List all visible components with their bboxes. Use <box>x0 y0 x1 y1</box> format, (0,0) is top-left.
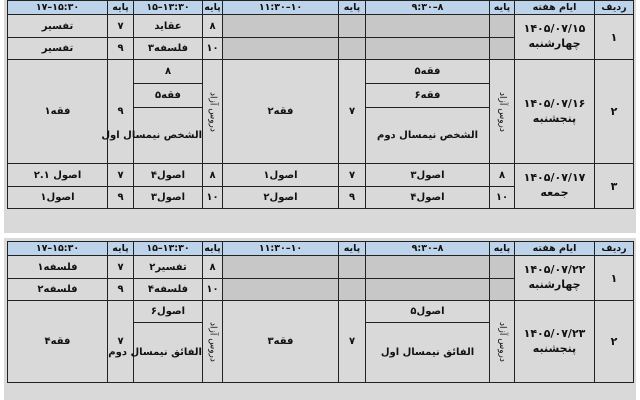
header-grade: پایه <box>339 1 366 15</box>
subject-cell: اصول ۲.۱ <box>8 164 108 187</box>
subject-cell: الشخص نیمسال اول <box>134 108 203 164</box>
table-row <box>8 164 634 187</box>
header-slot-1: ۸–۹:۳۰ <box>366 1 490 15</box>
subject-cell: اصول۱ <box>223 164 339 187</box>
header-slot-3: ۱۳:۳۰–۱۵ <box>134 1 203 15</box>
empty-cell <box>339 38 366 60</box>
table-row <box>8 301 634 323</box>
subject-cell: تفسیر۲ <box>134 256 203 279</box>
empty-cell <box>339 279 366 301</box>
empty-cell <box>223 38 339 60</box>
row-number: ۲ <box>595 301 634 383</box>
grade-cell: ۹ <box>108 279 134 301</box>
header-radif: ردیف <box>595 242 634 256</box>
grade-cell: ۹ <box>108 38 134 60</box>
header-slot-1: ۸–۹:۳۰ <box>366 242 490 256</box>
grade-cell: ۹ <box>108 187 134 209</box>
row-number: ۱ <box>595 256 634 301</box>
date-text: ۱۴۰۵/۰۷/۱۵ <box>523 22 586 36</box>
day-cell <box>515 256 595 301</box>
day-cell <box>515 60 595 164</box>
grade-cell: ۷ <box>339 164 366 187</box>
empty-cell <box>366 256 490 279</box>
empty-cell <box>490 38 515 60</box>
row-number: ۳ <box>595 164 634 209</box>
grade-cell: ۷ <box>108 164 134 187</box>
header-days: ایام هفته <box>515 1 595 15</box>
subject-cell: اصول۴ <box>366 187 490 209</box>
subject-cell: اصول۶ <box>134 301 203 323</box>
subject-cell: فقه۲ <box>223 60 339 164</box>
subject-cell <box>134 60 203 84</box>
grade-cell: ۱۰ <box>203 279 223 301</box>
header-grade: پایه <box>204 2 221 13</box>
header-slot-4: ۱۵:۳۰–۱۷ <box>8 1 108 15</box>
header-grade: پایه <box>490 242 515 256</box>
free-courses-label: دروس آزاد <box>490 60 515 164</box>
grade-cell: ۸ <box>203 164 223 187</box>
date-text: ۱۴۰۵/۰۷/۲۲ <box>523 263 586 277</box>
header-grade: پایه <box>490 1 515 15</box>
subject-cell: اصول۵ <box>366 301 490 323</box>
header-grade: پایه <box>108 1 134 15</box>
subject-cell: فقه۱ <box>8 60 108 164</box>
header-slot-2: ۱۰–۱۱:۳۰ <box>223 242 339 256</box>
empty-cell <box>490 15 515 38</box>
grade-cell: ۱۰ <box>203 38 223 60</box>
weekday-text: جمعه <box>540 186 569 199</box>
subject-cell: الفائق نیمسال دوم <box>134 323 203 383</box>
header-grade: پایه <box>204 243 221 254</box>
header-slot-4: ۱۵:۳۰–۱۷ <box>8 242 108 256</box>
grade-cell: ۱۰ <box>203 187 223 209</box>
day-cell <box>515 301 595 383</box>
header-grade: پایه <box>108 242 134 256</box>
subject-cell: الفائق نیمسال اول <box>366 323 490 383</box>
subject-cell: اصول۱ <box>8 187 108 209</box>
row-number: ۲ <box>595 60 634 164</box>
empty-cell <box>366 15 490 38</box>
free-courses-label: دروس آزاد <box>490 301 515 383</box>
grade-cell: ۷ <box>339 60 366 164</box>
free-courses-label: دروس آزاد <box>203 301 223 383</box>
subject-cell: فلسفه۳ <box>134 38 203 60</box>
grade-cell: ۷ <box>108 15 134 38</box>
table-row <box>8 15 634 38</box>
empty-cell <box>223 279 339 301</box>
empty-cell <box>339 256 366 279</box>
grade-cell: ۹ <box>339 187 366 209</box>
subject-cell: فقه۶ <box>366 84 490 108</box>
grade-cell: ۸ <box>203 15 223 38</box>
subject-cell: تفسیر <box>8 38 108 60</box>
empty-cell <box>490 256 515 279</box>
subject-cell: اصول۳ <box>366 164 490 187</box>
subject-cell: فقه۵ <box>134 84 203 108</box>
empty-cell <box>366 38 490 60</box>
weekday-text: چهارشنبه <box>528 37 581 50</box>
grade-cell: ۷ <box>108 301 134 383</box>
empty-cell <box>339 15 366 38</box>
subject-cell: فلسفه۱ <box>8 256 108 279</box>
subject-cell: اصول۴ <box>134 164 203 187</box>
empty-cell <box>223 15 339 38</box>
table-row <box>8 256 634 279</box>
grade-cell: ۹ <box>108 60 134 164</box>
weekday-text: پنجشنبه <box>532 341 577 355</box>
subject-cell: فقه۳ <box>223 301 339 383</box>
subject-cell: الشخص نیمسال دوم <box>366 108 490 164</box>
header-days: ایام هفته <box>515 242 595 256</box>
grade-inline: ۸ <box>164 66 172 77</box>
grade-cell: ۸ <box>203 256 223 279</box>
header-slot-3: ۱۳:۳۰–۱۵ <box>134 242 203 256</box>
subject-cell: اصول۲ <box>223 187 339 209</box>
header-grade: پایه <box>339 242 366 256</box>
header-radif: ردیف <box>595 1 634 15</box>
grade-cell: ۸ <box>490 164 515 187</box>
schedule-table-1-body <box>7 0 634 209</box>
subject-cell: فقه۵ <box>366 60 490 84</box>
subject-cell: عقاید <box>134 15 203 38</box>
empty-cell <box>223 256 339 279</box>
row-number: ۱ <box>595 15 634 60</box>
schedule-table-2 <box>7 241 634 383</box>
day-cell <box>515 15 595 60</box>
subject-cell: اصول۳ <box>134 187 203 209</box>
empty-cell <box>366 279 490 301</box>
table-row <box>8 60 634 84</box>
date-text: ۱۴۰۵/۰۷/۱۶ <box>523 96 586 110</box>
header-row <box>8 1 634 15</box>
subject-cell: فقه۴ <box>8 301 108 383</box>
weekday-text: پنجشنبه <box>532 111 577 125</box>
day-cell <box>515 164 595 209</box>
grade-cell: ۷ <box>108 256 134 279</box>
grade-cell: ۷ <box>339 301 366 383</box>
grade-cell: ۱۰ <box>490 187 515 209</box>
empty-cell <box>490 279 515 301</box>
subject-cell: فلسفه۴ <box>134 279 203 301</box>
date-text: ۱۴۰۵/۰۷/۲۳ <box>523 326 586 340</box>
weekday-text: چهارشنبه <box>528 278 581 291</box>
header-slot-2: ۱۰–۱۱:۳۰ <box>223 1 339 15</box>
free-courses-label: دروس آزاد <box>203 60 223 164</box>
subject-cell: تفسیر <box>8 15 108 38</box>
subject-cell: فلسفه۲ <box>8 279 108 301</box>
date-text: ۱۴۰۵/۰۷/۱۷ <box>523 171 586 185</box>
header-row <box>8 242 634 256</box>
